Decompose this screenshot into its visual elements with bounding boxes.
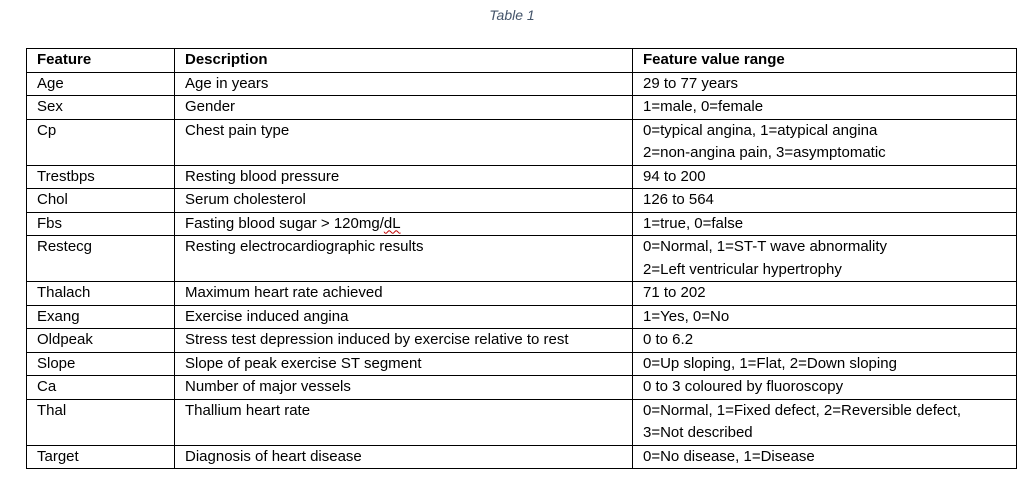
description-cell: Age in years [175,72,633,96]
table-row [27,212,1017,236]
table-row [27,165,1017,189]
table-caption: Table 1 [489,7,535,23]
feature-cell: Oldpeak [27,329,175,353]
range-line: 2=Left ventricular hypertrophy [643,260,842,278]
table-row [27,376,1017,400]
range-line: 94 to 200 [643,167,706,185]
description-cell: Chest pain type [175,119,633,165]
range-line: 0=Normal, 1=Fixed defect, 2=Reversible defect, [643,401,962,419]
range-cell [633,236,1017,282]
feature-cell: Target [27,445,175,469]
range-cell [633,282,1017,306]
range-line: 2=non-angina pain, 3=asymptomatic [643,144,886,161]
spellcheck-flagged-word[interactable]: dL [383,214,401,232]
range-line: 1=Yes, 0=No [643,307,730,325]
range-cell [633,96,1017,120]
header-feature: Feature [27,49,175,73]
range-cell [633,445,1017,469]
feature-cell: Cp [27,119,175,165]
range-line: 0=No disease, 1=Disease [643,447,815,465]
description-cell: Resting blood pressure [175,165,633,189]
feature-cell: Age [27,72,175,96]
range-line: 1=male, 0=female [643,98,764,115]
range-line: 1=true, 0=false [643,214,744,232]
table-row [27,352,1017,376]
range-cell [633,399,1017,445]
table-row [27,189,1017,213]
feature-cell: Slope [27,352,175,376]
description-cell: Maximum heart rate achieved [175,282,633,306]
range-line: 3=Not described [643,424,753,441]
description-cell: Diagnosis of heart disease [175,445,633,469]
table-row [27,305,1017,329]
description-cell [175,212,633,236]
range-cell [633,352,1017,376]
feature-cell: Exang [27,305,175,329]
description-cell: Slope of peak exercise ST segment [175,352,633,376]
feature-cell: Ca [27,376,175,400]
description-cell: Exercise induced angina [175,305,633,329]
header-description: Description [175,49,633,73]
table-row [27,72,1017,96]
table-row [27,399,1017,445]
range-line: 126 to 564 [643,191,714,208]
table-row [27,282,1017,306]
feature-cell: Fbs [27,212,175,236]
description-cell: Resting electrocardiographic results [175,236,633,282]
description-cell: Serum cholesterol [175,189,633,213]
table-row [27,445,1017,469]
range-line: 0 to 6.2 [643,331,694,348]
description-cell: Gender [175,96,633,120]
feature-cell: Thal [27,399,175,445]
range-line: 71 to 202 [643,284,706,301]
table-header-row [27,49,1017,73]
range-cell [633,119,1017,165]
range-line: 0 to 3 coloured by fluoroscopy [643,378,844,395]
range-cell [633,72,1017,96]
table-row [27,96,1017,120]
description-cell: Stress test depression induced by exercise relative to rest [175,329,633,353]
description-cell: Number of major vessels [175,376,633,400]
table-row [27,236,1017,282]
range-cell [633,189,1017,213]
range-line: 29 to 77 years [643,74,739,92]
range-cell [633,165,1017,189]
range-line: 0=Up sloping, 1=Flat, 2=Down sloping [643,354,897,372]
feature-cell: Thalach [27,282,175,306]
range-cell [633,329,1017,353]
description-cell: Thallium heart rate [175,399,633,445]
feature-cell: Trestbps [27,165,175,189]
header-value-range: Feature value range [633,49,1017,73]
range-cell [633,376,1017,400]
range-line: 0=typical angina, 1=atypical angina [643,121,878,139]
range-cell [633,305,1017,329]
feature-table [26,48,1017,469]
range-cell [633,212,1017,236]
feature-cell: Restecg [27,236,175,282]
range-line: 0=Normal, 1=ST-T wave abnormality [643,238,887,255]
description-text: Fasting blood sugar > 120mg/ [185,214,384,232]
table-row [27,329,1017,353]
feature-cell: Sex [27,96,175,120]
feature-cell: Chol [27,189,175,213]
table-row [27,119,1017,165]
